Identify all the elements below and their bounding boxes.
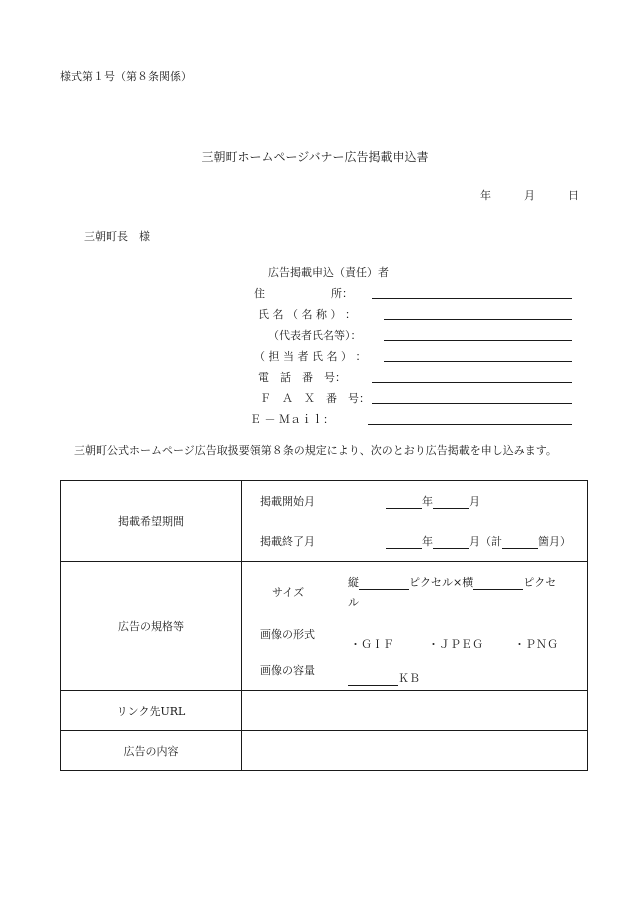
total-close: 箇月） <box>538 535 571 548</box>
form-number: 様式第１号（第８条関係） <box>60 70 192 83</box>
name-line <box>384 319 572 320</box>
date-day: 日 <box>568 189 579 202</box>
period-header: 掲載希望期間 <box>61 481 242 562</box>
size-tail-2: ル <box>348 596 359 609</box>
total-months-input[interactable] <box>502 536 538 549</box>
fax-field[interactable] <box>250 390 575 408</box>
content-input-cell[interactable] <box>242 731 588 771</box>
fax-line <box>372 403 572 404</box>
size-vertical-label: 縦 <box>348 576 359 589</box>
spec-cell <box>242 562 588 691</box>
size-tail-1: ピクセ <box>523 576 557 589</box>
format-option-png[interactable]: ・ＰＮＧ <box>514 638 558 651</box>
format-option-jpeg[interactable]: ・ＪＰＥＧ <box>428 638 483 651</box>
fax-label: Ｆ Ａ Ｘ 番 号： <box>260 392 370 405</box>
date-line <box>480 187 579 203</box>
capacity-unit: ＫＢ <box>398 672 420 685</box>
start-month-input[interactable] <box>433 496 469 509</box>
addressee: 三朝町長 様 <box>84 230 150 243</box>
capacity-row <box>348 670 420 686</box>
link-input-cell[interactable] <box>242 691 588 731</box>
address-line <box>372 298 572 299</box>
size-horizontal-input[interactable] <box>473 577 523 590</box>
period-cell <box>242 481 588 562</box>
size-vertical-input[interactable] <box>359 577 409 590</box>
start-month-unit: 月 <box>469 495 480 508</box>
format-label: 画像の形式 <box>260 628 315 641</box>
representative-line <box>384 340 572 341</box>
date-month: 月 <box>524 189 535 202</box>
address-label: 住 所： <box>254 287 353 300</box>
table-row-link <box>61 691 588 731</box>
table-row-content <box>61 731 588 771</box>
address-field[interactable] <box>250 285 575 303</box>
content-header: 広告の内容 <box>61 731 242 771</box>
end-year-unit: 年 <box>422 535 433 548</box>
end-month-input[interactable] <box>433 536 469 549</box>
table-row-period <box>61 481 588 562</box>
email-label: Ｅ － Ｍａｉｌ： <box>250 413 334 426</box>
page-title: 三朝町ホームページバナー広告掲載申込書 <box>201 150 429 164</box>
phone-label: 電 話 番 号： <box>258 371 346 384</box>
capacity-input[interactable] <box>348 673 398 686</box>
contact-person-line <box>384 361 572 362</box>
size-row <box>348 574 556 590</box>
phone-field[interactable] <box>250 369 575 387</box>
start-year-input[interactable] <box>386 496 422 509</box>
contact-person-label: （ 担 当 者 氏 名 ） ： <box>254 350 367 363</box>
email-field[interactable] <box>250 411 575 429</box>
application-table <box>60 480 588 771</box>
size-label: サイズ <box>272 586 305 599</box>
total-open: （計 <box>480 535 502 548</box>
start-year-unit: 年 <box>422 495 433 508</box>
phone-line <box>372 382 572 383</box>
contact-person-field[interactable] <box>250 348 575 366</box>
period-end-label: 掲載終了月 <box>260 535 315 548</box>
period-end-row <box>242 521 587 561</box>
email-line <box>368 424 572 425</box>
applicant-heading: 広告掲載申込（責任）者 <box>268 266 389 279</box>
link-header: リンク先URL <box>61 691 242 731</box>
name-field[interactable] <box>250 306 575 324</box>
table-row-spec <box>61 562 588 691</box>
name-label: 氏 名 （ 名 称 ） ： <box>258 308 356 321</box>
spec-header: 広告の規格等 <box>61 562 242 691</box>
period-start-row <box>242 481 587 521</box>
end-month-unit: 月 <box>469 535 480 548</box>
date-year: 年 <box>480 189 491 202</box>
format-option-gif[interactable]: ・ＧＩＦ <box>350 638 394 651</box>
size-mid-label: ピクセル×横 <box>409 576 474 589</box>
application-statement: 三朝町公式ホームページ広告取扱要領第８条の規定により、次のとおり広告掲載を申し込みます。 <box>74 444 557 457</box>
representative-label: （代表者氏名等）： <box>268 329 362 342</box>
period-start-label: 掲載開始月 <box>260 495 315 508</box>
capacity-label: 画像の容量 <box>260 664 315 677</box>
representative-field[interactable] <box>250 327 575 345</box>
end-year-input[interactable] <box>386 536 422 549</box>
